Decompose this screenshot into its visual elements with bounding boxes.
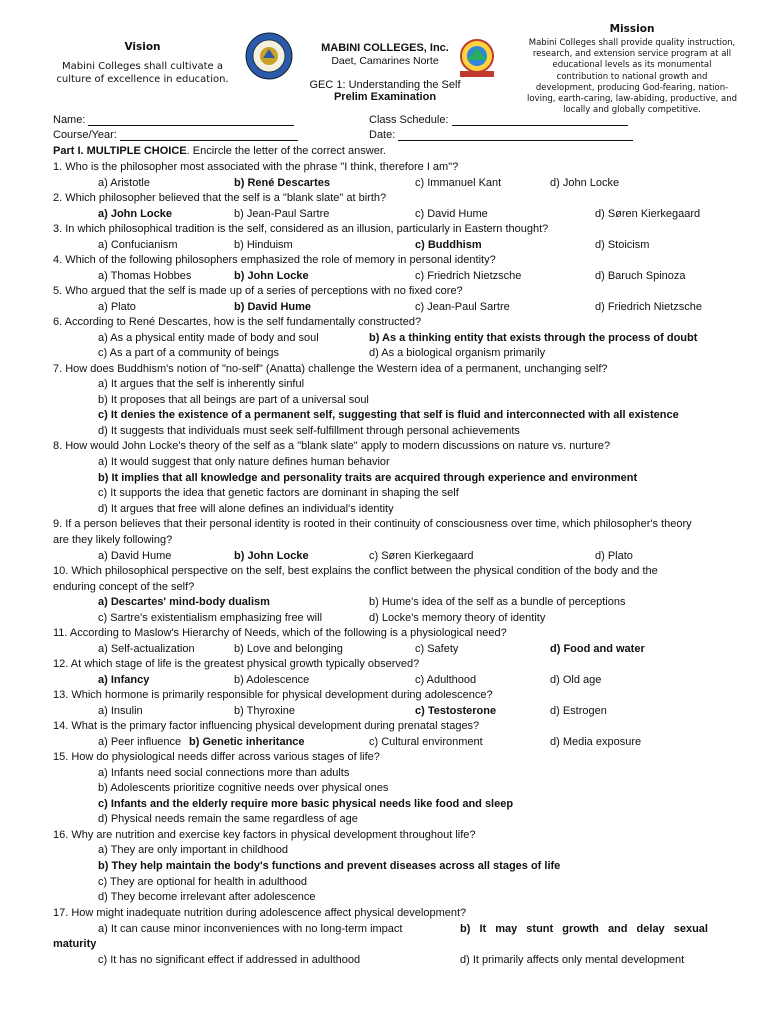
choice-8b[interactable]: b) It implies that all knowledge and personality traits are acquired through experience and environment: [98, 472, 638, 484]
question-10-line1: 10. Which philosophical perspective on the self, best explains the conflict between the physical condition of the body and the: [53, 565, 658, 577]
question-12: 12. At which stage of life is the greatest physical growth typically observed?: [53, 658, 420, 670]
choice-11a[interactable]: a) Self-actualization: [98, 643, 195, 655]
choice-4b[interactable]: b) John Locke: [234, 270, 309, 282]
question-9-line1: 9. If a person believes that their personal identity is rooted in their continuity of consciousness over time, which philosopher's theory: [53, 518, 692, 530]
schedule-blank[interactable]: [452, 114, 628, 126]
question-6: 6. According to René Descartes, how is the self fundamentally constructed?: [53, 316, 422, 328]
date-blank[interactable]: [398, 129, 633, 141]
choice-7d[interactable]: d) It suggests that individuals must seek self-fulfillment through personal achievements: [98, 425, 520, 437]
exam-title: Prelim Examination: [333, 91, 437, 103]
choice-3d[interactable]: d) Stoicism: [595, 239, 650, 251]
choice-17d[interactable]: d) It primarily affects only mental development: [460, 954, 685, 966]
choice-1b[interactable]: b) René Descartes: [234, 177, 330, 189]
mission-text: Mabini Colleges shall provide quality instruction, research, and extension service program at all educational levels as its monumental contribution to national growth and development, producing God-fearing, nation-loving, earth-caring, law-abiding, productive, and locally and globally competitive.: [527, 38, 737, 116]
question-3: 3. In which philosophical tradition is the self, considered as an illusion, particularly in Eastern thought?: [53, 223, 549, 235]
choice-5d[interactable]: d) Friedrich Nietzsche: [595, 301, 702, 313]
choice-11c[interactable]: c) Safety: [415, 643, 459, 655]
question-14: 14. What is the primary factor influencing physical development during prenatal stages?: [53, 720, 480, 732]
question-15: 15. How do physiological needs differ across various stages of life?: [53, 751, 380, 763]
choice-8c[interactable]: c) It supports the idea that genetic factors are dominant in shaping the self: [98, 487, 459, 499]
choice-9b[interactable]: b) John Locke: [234, 550, 309, 562]
choice-15c[interactable]: c) Infants and the elderly require more basic physical needs like food and sleep: [98, 798, 514, 810]
question-1: 1. Who is the philosopher most associated with the phrase "I think, therefore I am"?: [53, 161, 459, 173]
choice-7b[interactable]: b) It proposes that all beings are part of a universal soul: [98, 394, 369, 406]
choice-14c[interactable]: c) Cultural environment: [369, 736, 483, 748]
choice-8a[interactable]: a) It would suggest that only nature defines human behavior: [98, 456, 390, 468]
choice-9c[interactable]: c) Søren Kierkegaard: [369, 550, 474, 562]
choice-16a[interactable]: a) They are only important in childhood: [98, 844, 288, 856]
date-field[interactable]: [369, 129, 633, 141]
choice-2b[interactable]: b) Jean-Paul Sartre: [234, 208, 330, 220]
choice-16c[interactable]: c) They are optional for health in adulthood: [98, 876, 307, 888]
choice-11b[interactable]: b) Love and belonging: [234, 643, 343, 655]
choice-7c[interactable]: c) It denies the existence of a permanent self, suggesting that self is fluid and interconnected with all existence: [98, 409, 679, 421]
choice-5a[interactable]: a) Plato: [98, 301, 136, 313]
choice-14d[interactable]: d) Media exposure: [550, 736, 642, 748]
choice-6a[interactable]: a) As a physical entity made of body and soul: [98, 332, 319, 344]
choice-16d[interactable]: d) They become irrelevant after adolescence: [98, 891, 316, 903]
college-seal-logo: [245, 32, 293, 80]
choice-13d[interactable]: d) Estrogen: [550, 705, 607, 717]
department-logo: [452, 38, 502, 78]
choice-4c[interactable]: c) Friedrich Nietzsche: [415, 270, 522, 282]
question-13: 13. Which hormone is primarily responsible for physical development during adolescence?: [53, 689, 493, 701]
question-8: 8. How would John Locke's theory of the self as a "blank slate" apply to modern discussions on nature vs. nurture?: [53, 440, 611, 452]
name-field[interactable]: [53, 114, 294, 126]
question-9-line2: are they likely following?: [53, 534, 173, 546]
course-year-label: Course/Year:: [53, 129, 117, 141]
part-instruction: . Encircle the letter of the correct answer.: [186, 145, 386, 157]
choice-17b[interactable]: b) It may stunt growth and delay sexual: [460, 923, 708, 935]
choice-10b[interactable]: b) Hume's idea of the self as a bundle of perceptions: [369, 596, 626, 608]
choice-3b[interactable]: b) Hinduism: [234, 239, 293, 251]
choice-5c[interactable]: c) Jean-Paul Sartre: [415, 301, 510, 313]
choice-6c[interactable]: c) As a part of a community of beings: [98, 347, 279, 359]
question-4: 4. Which of the following philosophers emphasized the role of memory in personal identity?: [53, 254, 496, 266]
schedule-label: Class Schedule:: [369, 114, 449, 126]
choice-1c[interactable]: c) Immanuel Kant: [415, 177, 502, 189]
choice-2d[interactable]: d) Søren Kierkegaard: [595, 208, 701, 220]
choice-5b[interactable]: b) David Hume: [234, 301, 312, 313]
choice-8d[interactable]: d) It argues that free will alone defines an individual's identity: [98, 503, 394, 515]
choice-10c[interactable]: c) Sartre's existentialism emphasizing free will: [98, 612, 323, 624]
choice-17c[interactable]: c) It has no significant effect if addressed in adulthood: [98, 954, 361, 966]
mission-title: Mission: [609, 23, 655, 35]
choice-12a[interactable]: a) Infancy: [98, 674, 150, 686]
school-name: MABINI COLLEGES, Inc.: [321, 42, 449, 54]
choice-3c[interactable]: c) Buddhism: [415, 239, 482, 251]
choice-12c[interactable]: c) Adulthood: [415, 674, 477, 686]
part-heading-title: Part I. MULTIPLE CHOICE: [53, 145, 187, 157]
name-blank[interactable]: [88, 114, 294, 126]
question-2: 2. Which philosopher believed that the self is a "blank slate" at birth?: [53, 192, 387, 204]
schedule-field[interactable]: [369, 114, 628, 126]
vision-text: Mabini Colleges shall cultivate a culture of excellence in education.: [56, 61, 229, 85]
question-16: 16. Why are nutrition and exercise key factors in physical development throughout life?: [53, 829, 476, 841]
question-5: 5. Who argued that the self is made up of a series of perceptions with no fixed core?: [53, 285, 463, 297]
choice-9a[interactable]: a) David Hume: [98, 550, 172, 562]
course-year-blank[interactable]: [120, 129, 298, 141]
choice-1a[interactable]: a) Aristotle: [98, 177, 150, 189]
question-11: 11. According to Maslow's Hierarchy of Needs, which of the following is a physiological need?: [53, 627, 507, 639]
choice-15d[interactable]: d) Physical needs remain the same regardless of age: [98, 813, 358, 825]
choice-9d[interactable]: d) Plato: [595, 550, 633, 562]
course-year-field[interactable]: [53, 129, 298, 141]
choice-3a[interactable]: a) Confucianism: [98, 239, 178, 251]
name-label: Name:: [53, 114, 86, 126]
choice-1d[interactable]: d) John Locke: [550, 177, 620, 189]
choice-6d[interactable]: d) As a biological organism primarily: [369, 347, 546, 359]
choice-13c[interactable]: c) Testosterone: [415, 705, 497, 717]
choice-10d[interactable]: d) Locke's memory theory of identity: [369, 612, 546, 624]
question-7: 7. How does Buddhism's notion of "no-self" (Anatta) challenge the Western idea of a permanent, unchanging self?: [53, 363, 608, 375]
question-17: 17. How might inadequate nutrition during adolescence affect physical development?: [53, 907, 467, 919]
part-heading: [53, 144, 386, 158]
choice-11d[interactable]: d) Food and water: [550, 643, 645, 655]
choice-15b[interactable]: b) Adolescents prioritize cognitive needs over physical ones: [98, 782, 389, 794]
choice-10a[interactable]: a) Descartes' mind-body dualism: [98, 596, 270, 608]
choice-17a[interactable]: a) It can cause minor inconveniences with no long-term impact: [98, 923, 403, 935]
choice-4d[interactable]: d) Baruch Spinoza: [595, 270, 686, 282]
choice-2c[interactable]: c) David Hume: [415, 208, 488, 220]
choice-14a[interactable]: a) Peer influence: [98, 736, 182, 748]
vision-title: Vision: [124, 41, 161, 53]
choice-15a[interactable]: a) Infants need social connections more than adults: [98, 767, 350, 779]
choice-7a[interactable]: a) It argues that the self is inherently sinful: [98, 378, 305, 390]
question-10-line2: enduring concept of the self?: [53, 581, 195, 593]
choice-13b[interactable]: b) Thyroxine: [234, 705, 295, 717]
choice-17b-continued[interactable]: maturity: [53, 938, 97, 950]
choice-16b[interactable]: b) They help maintain the body's functions and prevent diseases across all stages of life: [98, 860, 561, 872]
choice-14b[interactable]: b) Genetic inheritance: [189, 736, 305, 748]
choice-6b[interactable]: b) As a thinking entity that exists through the process of doubt: [369, 332, 698, 344]
date-label: Date:: [369, 129, 396, 141]
choice-12b[interactable]: b) Adolescence: [234, 674, 310, 686]
choice-13a[interactable]: a) Insulin: [98, 705, 143, 717]
choice-12d[interactable]: d) Old age: [550, 674, 602, 686]
course-title: GEC 1: Understanding the Self: [309, 79, 461, 91]
choice-4a[interactable]: a) Thomas Hobbes: [98, 270, 192, 282]
choice-2a[interactable]: a) John Locke: [98, 208, 172, 220]
school-address: Daet, Camarines Norte: [331, 55, 439, 67]
